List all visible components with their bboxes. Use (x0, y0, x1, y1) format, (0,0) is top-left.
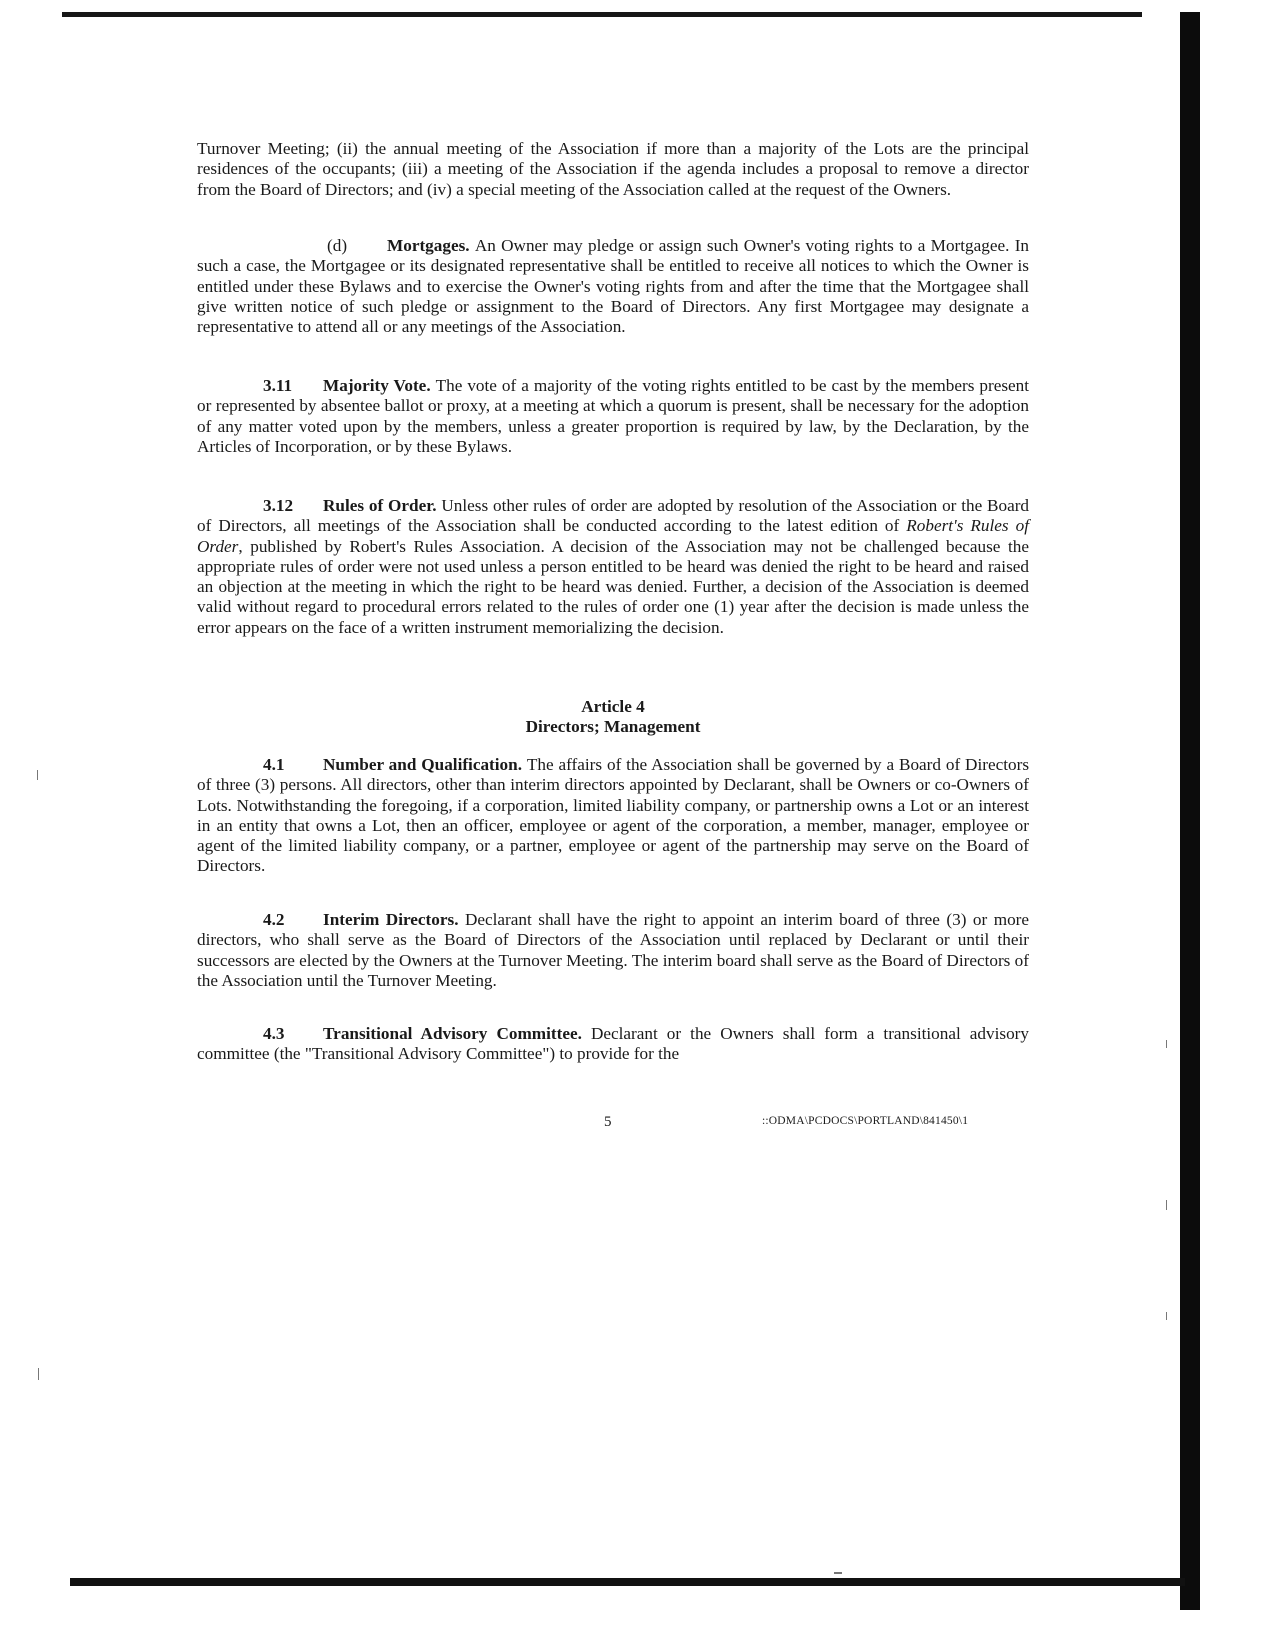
section-number: 3.12 (263, 496, 294, 515)
section-number: 4.2 (263, 910, 285, 929)
paragraph-mortgages: (d) Mortgages. An Owner may pledge or assign such Owner's voting rights to a Mortgagee. In such a case, the Mortgagee or its designated representative shall be entitled to receive all notices to which the Owner is entitled under these Bylaws and to exercise the Owner's voting rights from and after the time that the Mortgagee shall give written notice of such pledge or assignment to the Board of Directors. Any first Mortgagee may designate a representative to attend all or any meetings of the Association. (197, 236, 1030, 337)
scan-speck (834, 1572, 842, 1574)
section-title: Mortgages (387, 236, 466, 255)
article-subtitle: Directors; Management (525, 717, 701, 737)
paragraph-3-12: 3.12 Rules of Order. Unless other rules of order are adopted by resolution of the Association or the Board of Directors, all meetings of the Association shall be conducted according to the latest edition of Robert's Rules of Order, published by Robert's Rules Association. A decision of the Association may not be challenged because the appropriate rules of order were not used unless a person entitled to be heard was denied the right to be heard and raised an objection at the meeting in which the right to be heard was denied. Further, a decision of the Association is deemed valid without regard to procedural errors related to the rules of order one (1) year after the decision is made unless the error appears on the face of a written instrument memorializing the decision. (197, 496, 1030, 637)
scan-edge-top (62, 12, 1142, 17)
paragraph-4-3: 4.3 Transitional Advisory Committee. Declarant or the Owners shall form a transitional advisory committee (the "Transitional Advisory Committee") to provide for the (197, 1024, 1029, 1064)
scan-speck (37, 770, 38, 780)
document-path: ::ODMA\PCDOCS\PORTLAND\841450\1 (762, 1115, 969, 1127)
section-number: (d) (327, 236, 348, 255)
italic-citation: Robert's Rules of Order (197, 516, 1029, 556)
page-number: 5 (604, 1114, 612, 1130)
section-title: Rules of Order (323, 496, 433, 515)
scan-speck (38, 1368, 39, 1380)
scan-speck (1166, 1040, 1167, 1048)
paragraph-4-2: 4.2 Interim Directors. Declarant shall have the right to appoint an interim board of three (3) or more directors, who shall serve as the Board of Directors of the Association until replaced by Declarant or until their successors are elected by the Owners at the Turnover Meeting. The interim board shall serve as the Board of Directors of the Association until the Turnover Meeting. (197, 910, 1030, 990)
paragraph-4-1: 4.1 Number and Qualification. The affairs of the Association shall be governed by a Board of Directors of three (3) persons. All directors, other than interim directors appointed by Declarant, shall be Owners or co-Owners of Lots. Notwithstanding the foregoing, if a corporation, limited liability company, or partnership owns a Lot or an interest in an entity that owns a Lot, then an officer, employee or agent of the corporation, a member, manager, employee or agent of the limited liability company, or a partner, employee or agent of the partnership may serve on the Board of Directors. (197, 755, 1030, 876)
section-title: Interim Directors (323, 910, 455, 929)
section-number: 4.3 (263, 1024, 285, 1043)
article-heading (197, 697, 1029, 738)
scan-edge-right (1180, 12, 1200, 1610)
paragraph-3-11: 3.11 Majority Vote. The vote of a majority of the voting rights entitled to be cast by the members present or represented by absentee ballot or proxy, at a meeting at which a quorum is present, shall be necessary for the adoption of any matter voted upon by the members, unless a greater proportion is required by law, by the Declaration, by the Articles of Incorporation, or by these Bylaws. (197, 376, 1030, 456)
scan-speck (1166, 1200, 1167, 1210)
section-title: Transitional Advisory Committee (323, 1024, 578, 1043)
section-title: Number and Qualification (323, 755, 518, 774)
paragraph-meeting-list: Turnover Meeting; (ii) the annual meeting of the Association if more than a majority of the Lots are the principal residences of the occupants; (iii) a meeting of the Association if the agenda includes a proposal to remove a director from the Board of Directors; and (iv) a special meeting of the Association called at the request of the Owners. (197, 139, 1029, 199)
scan-speck (1166, 1312, 1167, 1320)
scan-edge-bottom (70, 1578, 1185, 1586)
section-title: Majority Vote (323, 376, 427, 395)
section-number: 3.11 (263, 376, 293, 395)
article-title: Article 4 (581, 697, 645, 716)
section-number: 4.1 (263, 755, 285, 774)
